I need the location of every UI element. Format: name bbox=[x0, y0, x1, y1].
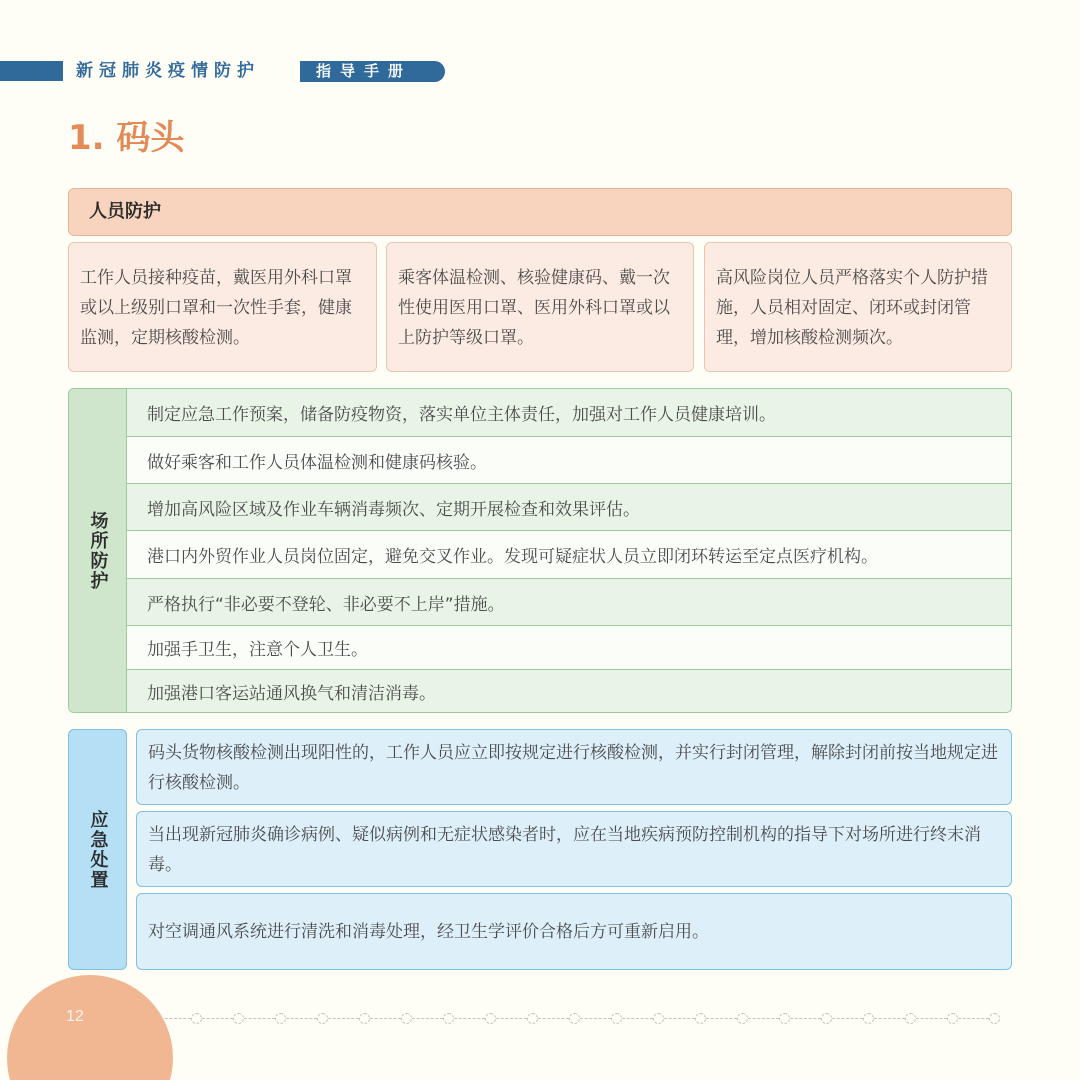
site-protection-row: 港口内外贸作业人员岗位固定，避免交叉作业。发现可疑症状人员立即闭环转运至定点医疗机构。 bbox=[127, 531, 1011, 579]
personal-protection-card: 乘客体温检测、核验健康码、戴一次性使用医用口罩、医用外科口罩或以上防护等级口罩。 bbox=[386, 242, 694, 372]
emergency-label-cell bbox=[68, 729, 127, 970]
site-protection-row: 加强手卫生，注意个人卫生。 bbox=[127, 626, 1011, 670]
personal-protection-card: 高风险岗位人员严格落实个人防护措施，人员相对固定、闭环或封闭管理，增加核酸检测频次。 bbox=[704, 242, 1012, 372]
site-protection-label-cell bbox=[69, 389, 127, 712]
page-number-circle bbox=[7, 975, 173, 1080]
section-title: 1. 码头 bbox=[68, 118, 185, 158]
personal-protection-heading: 人员防护 bbox=[68, 188, 1012, 236]
header-badge: 指导手册 bbox=[300, 61, 445, 82]
site-protection-row: 制定应急工作预案，储备防疫物资，落实单位主体责任，加强对工作人员健康培训。 bbox=[127, 389, 1011, 437]
site-protection-row: 增加高风险区域及作业车辆消毒频次、定期开展检查和效果评估。 bbox=[127, 484, 1011, 531]
site-protection-rows bbox=[127, 389, 1011, 712]
site-protection-row: 严格执行“非必要不登轮、非必要不上岸”措施。 bbox=[127, 579, 1011, 626]
site-protection-row: 做好乘客和工作人员体温检测和健康码核验。 bbox=[127, 437, 1011, 484]
decorative-dotted-line bbox=[160, 1010, 1020, 1026]
header-accent-bar bbox=[0, 61, 63, 81]
site-protection-label: 场所防护 bbox=[87, 510, 109, 591]
site-protection-table bbox=[68, 388, 1012, 713]
emergency-card: 码头货物核酸检测出现阳性的，工作人员应立即按规定进行核酸检测，并实行封闭管理，解除封闭前按当地规定进行核酸检测。 bbox=[136, 729, 1012, 805]
site-protection-row: 加强港口客运站通风换气和清洁消毒。 bbox=[127, 670, 1011, 712]
emergency-card: 对空调通风系统进行清洗和消毒处理，经卫生学评价合格后方可重新启用。 bbox=[136, 893, 1012, 970]
header-title: 新冠肺炎疫情防护 bbox=[76, 61, 260, 81]
emergency-label: 应急处置 bbox=[87, 809, 109, 890]
personal-protection-card: 工作人员接种疫苗，戴医用外科口罩或以上级别口罩和一次性手套，健康监测，定期核酸检测。 bbox=[68, 242, 377, 372]
emergency-card: 当出现新冠肺炎确诊病例、疑似病例和无症状感染者时，应在当地疾病预防控制机构的指导下对场所进行终末消毒。 bbox=[136, 811, 1012, 887]
page-number: 12 bbox=[66, 1008, 84, 1025]
